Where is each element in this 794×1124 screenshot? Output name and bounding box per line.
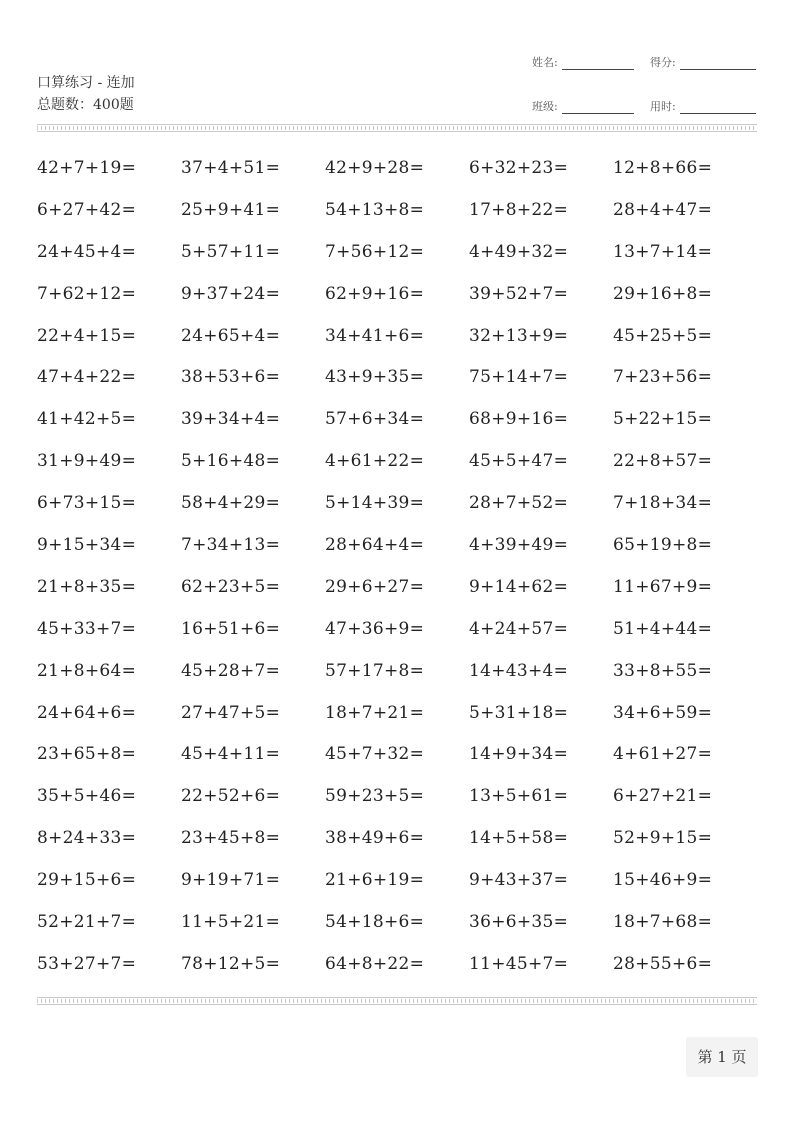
name-blank (562, 59, 634, 70)
problem-item: 9+14+62= (469, 576, 569, 597)
problem-item: 39+34+4= (181, 409, 281, 430)
problem-item: 75+14+7= (469, 367, 569, 388)
time-blank (680, 103, 756, 114)
problem-item: 22+4+15= (37, 325, 137, 346)
problem-item: 65+19+8= (613, 535, 713, 556)
problem-item: 24+65+4= (181, 325, 281, 346)
problem-row (37, 734, 757, 776)
problem-item: 52+9+15= (613, 828, 713, 849)
problem-item: 7+62+12= (37, 283, 137, 304)
problem-item: 4+39+49= (469, 535, 569, 556)
problem-item: 4+61+27= (613, 744, 713, 765)
score-field (650, 54, 756, 70)
problem-item: 5+22+15= (613, 409, 713, 430)
class-field (532, 98, 634, 114)
problem-item: 47+36+9= (325, 618, 425, 639)
problem-row (37, 693, 757, 735)
problem-item: 24+64+6= (37, 702, 137, 723)
problem-item: 11+67+9= (613, 576, 713, 597)
problem-item: 6+27+21= (613, 786, 713, 807)
problem-item: 45+4+11= (181, 744, 281, 765)
problem-item: 22+52+6= (181, 786, 281, 807)
problem-item: 21+6+19= (325, 870, 425, 891)
problem-item: 6+32+23= (469, 158, 569, 178)
problem-item: 9+37+24= (181, 283, 281, 304)
problem-row (37, 567, 757, 609)
problem-item: 59+23+5= (325, 786, 425, 807)
problem-item: 4+61+22= (325, 451, 425, 472)
problem-item: 17+8+22= (469, 199, 569, 220)
problem-item: 34+41+6= (325, 325, 425, 346)
problem-item: 15+46+9= (613, 870, 713, 891)
problem-item: 68+9+16= (469, 409, 569, 430)
time-field (650, 98, 756, 114)
problem-item: 9+19+71= (181, 870, 281, 891)
problem-row (37, 190, 757, 232)
problem-item: 14+5+58= (469, 828, 569, 849)
problem-row (37, 399, 757, 441)
problem-row (37, 776, 757, 818)
problem-item: 54+18+6= (325, 912, 425, 933)
problem-item: 45+33+7= (37, 618, 137, 639)
problem-item: 5+57+11= (181, 241, 281, 262)
problem-item: 57+17+8= (325, 660, 425, 681)
problem-item: 23+65+8= (37, 744, 137, 765)
problem-item: 47+4+22= (37, 367, 137, 388)
problem-item: 14+43+4= (469, 660, 569, 681)
problem-item: 9+43+37= (469, 870, 569, 891)
bottom-decorative-border (37, 997, 757, 1005)
page-number: 第 1 页 (686, 1037, 758, 1077)
class-blank (562, 103, 634, 114)
problem-row (37, 651, 757, 693)
problem-item: 28+7+52= (469, 493, 569, 514)
problem-item: 39+52+7= (469, 283, 569, 304)
problem-item: 5+14+39= (325, 493, 425, 514)
problem-row (37, 148, 757, 190)
problem-item: 33+8+55= (613, 660, 713, 681)
name-field (532, 54, 634, 70)
problem-item: 38+53+6= (181, 367, 281, 388)
problem-row (37, 357, 757, 399)
worksheet-header (37, 72, 135, 116)
problem-item: 29+15+6= (37, 870, 137, 891)
problem-item: 45+28+7= (181, 660, 281, 681)
problem-item: 18+7+21= (325, 702, 425, 723)
problem-item: 43+9+35= (325, 367, 425, 388)
problem-row (37, 316, 757, 358)
problem-item: 45+25+5= (613, 325, 713, 346)
problem-item: 9+15+34= (37, 535, 137, 556)
problem-item: 8+24+33= (37, 828, 137, 849)
problem-item: 4+24+57= (469, 618, 569, 639)
problem-item: 7+23+56= (613, 367, 713, 388)
top-decorative-border (37, 124, 757, 132)
problem-item: 21+8+64= (37, 660, 137, 681)
problem-item: 35+5+46= (37, 786, 137, 807)
problem-item: 25+9+41= (181, 199, 281, 220)
problem-item: 16+51+6= (181, 618, 281, 639)
problem-row (37, 944, 757, 986)
problem-row (37, 441, 757, 483)
problem-item: 58+4+29= (181, 493, 281, 514)
problem-item: 32+13+9= (469, 325, 569, 346)
problem-row (37, 902, 757, 944)
problem-item: 64+8+22= (325, 953, 425, 974)
problem-item: 13+5+61= (469, 786, 569, 807)
problem-item: 22+8+57= (613, 451, 713, 472)
problem-item: 28+4+47= (613, 199, 713, 220)
problem-row (37, 525, 757, 567)
name-label: 姓名: (532, 56, 558, 69)
problem-item: 51+4+44= (613, 618, 713, 639)
problem-item: 7+56+12= (325, 241, 425, 262)
problem-item: 27+47+5= (181, 702, 281, 723)
problem-item: 78+12+5= (181, 953, 281, 974)
problem-item: 53+27+7= (37, 953, 137, 974)
problem-item: 54+13+8= (325, 199, 425, 220)
problem-item: 57+6+34= (325, 409, 425, 430)
problem-grid (37, 148, 757, 986)
problem-item: 28+55+6= (613, 953, 713, 974)
problem-item: 12+8+66= (613, 158, 713, 178)
problem-item: 28+64+4= (325, 535, 425, 556)
score-blank (680, 59, 756, 70)
time-label: 用时: (650, 100, 676, 113)
problem-item: 62+9+16= (325, 283, 425, 304)
problem-item: 41+42+5= (37, 409, 137, 430)
problem-item: 21+8+35= (37, 576, 137, 597)
problem-item: 34+6+59= (613, 702, 713, 723)
problem-item: 38+49+6= (325, 828, 425, 849)
worksheet-title: 口算练习 - 连加 (37, 75, 135, 91)
problem-item: 37+4+51= (181, 158, 281, 178)
problem-item: 23+45+8= (181, 828, 281, 849)
problem-item: 6+73+15= (37, 493, 137, 514)
score-label: 得分: (650, 56, 676, 69)
problem-row (37, 483, 757, 525)
problem-item: 24+45+4= (37, 241, 137, 262)
problem-item: 42+9+28= (325, 158, 425, 178)
problem-item: 52+21+7= (37, 912, 137, 933)
problem-row (37, 274, 757, 316)
problem-item: 6+27+42= (37, 199, 137, 220)
class-label: 班级: (532, 100, 558, 113)
problem-item: 29+16+8= (613, 283, 713, 304)
problem-item: 4+49+32= (469, 241, 569, 262)
problem-item: 31+9+49= (37, 451, 137, 472)
problem-item: 5+16+48= (181, 451, 281, 472)
problem-count: 总题数：400题 (37, 97, 134, 113)
problem-item: 45+5+47= (469, 451, 569, 472)
problem-item: 13+7+14= (613, 241, 713, 262)
problem-item: 42+7+19= (37, 158, 137, 178)
problem-row (37, 818, 757, 860)
problem-row (37, 860, 757, 902)
problem-item: 29+6+27= (325, 576, 425, 597)
problem-item: 45+7+32= (325, 744, 425, 765)
problem-item: 62+23+5= (181, 576, 281, 597)
problem-item: 14+9+34= (469, 744, 569, 765)
problem-item: 5+31+18= (469, 702, 569, 723)
problem-row (37, 609, 757, 651)
problem-item: 18+7+68= (613, 912, 713, 933)
problem-item: 7+34+13= (181, 535, 281, 556)
problem-row (37, 232, 757, 274)
problem-item: 11+5+21= (181, 912, 281, 933)
problem-item: 36+6+35= (469, 912, 569, 933)
problem-item: 7+18+34= (613, 493, 713, 514)
problem-item: 11+45+7= (469, 953, 569, 974)
